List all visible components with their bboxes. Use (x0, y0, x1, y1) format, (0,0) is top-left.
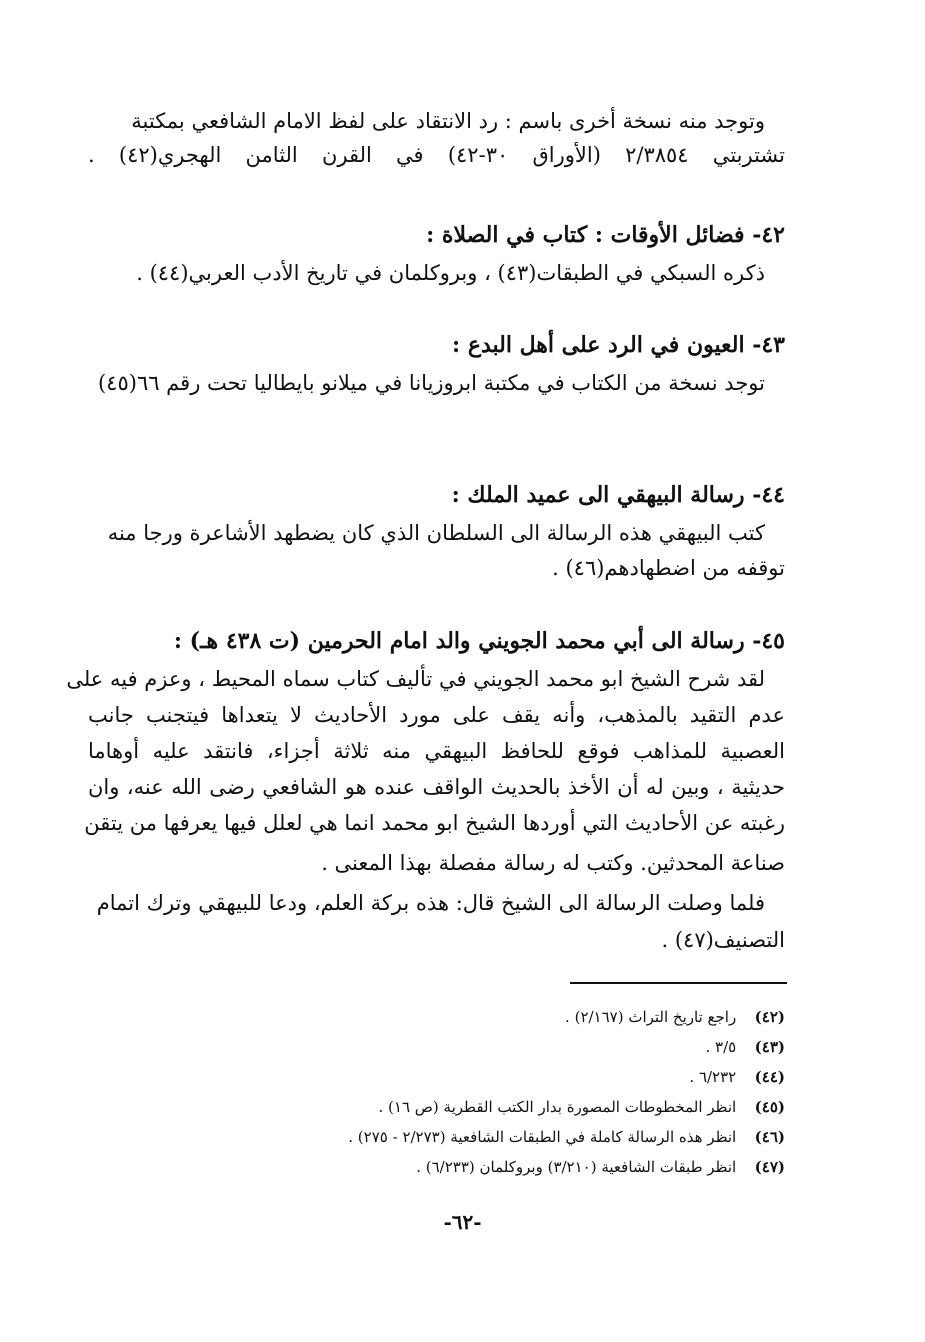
footnote-text: انظر طبقات الشافعية (٣/٢١٠) وبروكلمان (٦/٢٣٣) . (416, 1158, 737, 1176)
s45-line-5: رغبته عن الأحاديث التي أوردها الشيخ ابو محمد انما هي لعلل فيها يعرفها من يتقن (84, 811, 785, 835)
footnote-number: (٤٧) (754, 1158, 785, 1176)
s45-line-1: لقد شرح الشيخ ابو محمد الجويني في تأليف كتاب سماه المحيط ، وعزم فيه على (66, 667, 765, 691)
footnote-number: (٤٤) (754, 1068, 785, 1086)
s45-line-4: حديثية ، وبين له أن الأخذ بالحديث الواقف عنده هو الشافعي رضى الله عنه، وان (88, 775, 785, 799)
s43-line-1: توجد نسخة من الكتاب في مكتبة ابروزيانا في ميلانو بايطاليا تحت رقم ٦٦(٤٥) (97, 371, 765, 395)
footnote-item (379, 1096, 786, 1118)
s41-line-2: تشتربتي ٢/٣٨٥٤ (الأوراق ٣٠-٤٢) في القرن الثامن الهجري(٤٢) . (88, 143, 785, 167)
s45-line-7: فلما وصلت الرسالة الى الشيخ قال: هذه بركة العلم، ودعا للبيهقي وترك اتمام (96, 891, 765, 915)
s43-heading: ٤٣- العيون في الرد على أهل البدع : (452, 332, 785, 358)
footnote-item (565, 1006, 785, 1028)
footnote-separator (570, 982, 787, 984)
footnote-text: ٦/٢٣٢ . (689, 1068, 737, 1086)
footnote-item (416, 1156, 785, 1178)
footnote-text: انظر المخطوطات المصورة بدار الكتب القطرية (ص ١٦) . (378, 1098, 737, 1116)
s44-heading: ٤٤- رسالة البيهقي الى عميد الملك : (451, 482, 785, 508)
s45-line-8: التصنيف(٤٧) . (661, 928, 785, 952)
footnote-number: (٤٦) (754, 1128, 785, 1146)
footnote-number: (٤٣) (754, 1038, 785, 1056)
s44-line-2: توقفه من اضطهادهم(٤٦) . (552, 556, 785, 580)
footnote-number: (٤٥) (754, 1098, 785, 1116)
footnote-text: انظر هذه الرسالة كاملة في الطبقات الشافعية (٢/٢٧٣ - ٢٧٥) . (348, 1128, 737, 1146)
s42-heading: ٤٢- فضائل الأوقات : كتاب في الصلاة : (426, 222, 785, 248)
s44-line-1: كتب البيهقي هذه الرسالة الى السلطان الذي كان يضطهد الأشاعرة ورجا منه (107, 521, 765, 545)
s42-line-1: ذكره السبكي في الطبقات(٤٣) ، وبروكلمان في تاريخ الأدب العربي(٤٤) . (136, 261, 765, 285)
s45-line-6: صناعة المحدثين. وكتب له رسالة مفصلة بهذا المعنى . (321, 851, 785, 875)
s41-line-1: وتوجد منه نسخة أخرى باسم : رد الانتقاد على لفظ الامام الشافعي بمكتبة (131, 109, 765, 133)
s45-line-3: العصبية للمذاهب فوقع للحافظ البيهقي منه ثلاثة أجزاء، فانتقد عليه أوهاما (88, 739, 785, 763)
page-number: -٦٢- (443, 1210, 482, 1234)
footnote-item (706, 1036, 786, 1058)
footnote-text: راجع تاريخ التراث (٢/١٦٧) . (565, 1008, 737, 1026)
footnote-item (348, 1126, 785, 1148)
s45-heading: ٤٥- رسالة الى أبي محمد الجويني والد امام الحرمين (ت ٤٣٨ هـ) : (173, 628, 785, 654)
footnote-item (689, 1066, 785, 1088)
footnote-number: (٤٢) (754, 1008, 785, 1026)
footnote-text: ٣/٥ . (705, 1038, 737, 1056)
s45-line-2: عدم التقيد بالمذهب، وأنه يقف على مورد الأحاديث لا يتعداها فيتجنب جانب (88, 703, 785, 727)
